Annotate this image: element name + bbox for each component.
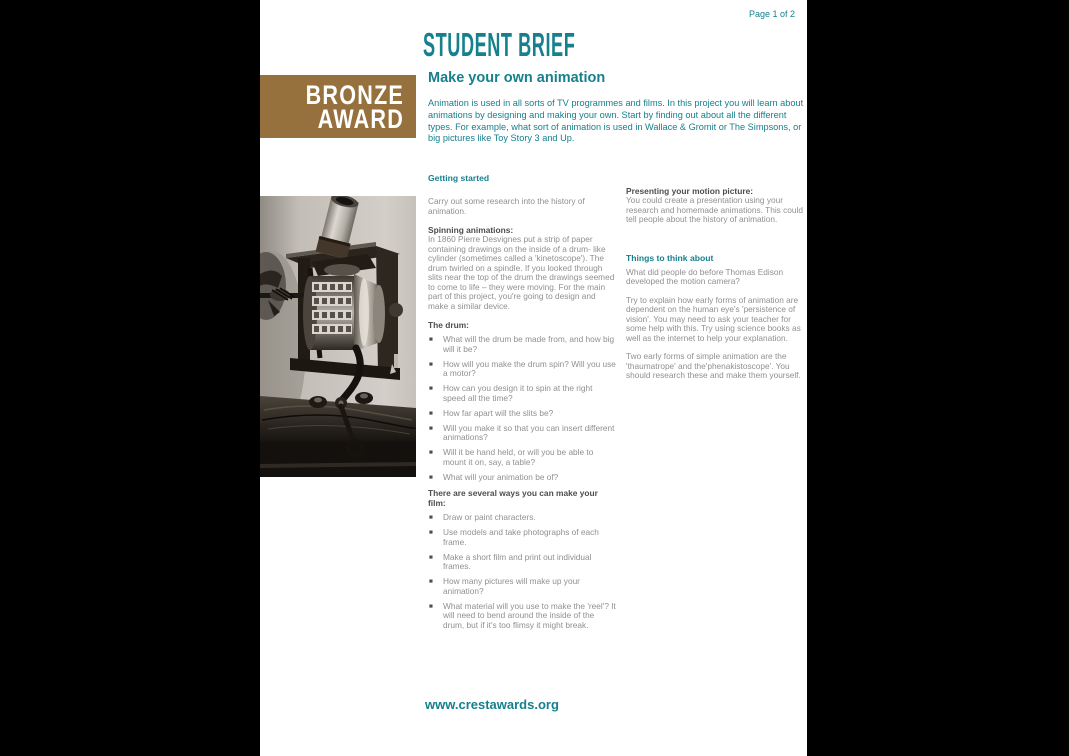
right-column xyxy=(626,186,804,390)
intro-paragraph: Animation is used in all sorts of TV programmes and films. In this project you will learn about animations by designing and making your own. Start by finding out about all the different types. For example, what sort of animation is used in Wallace & Gromit or The Simpsons, or big pictures like Toy Story 3 and Up. xyxy=(428,98,804,144)
getting-started-heading: Getting started xyxy=(428,173,490,183)
list-item xyxy=(428,335,616,354)
bullet-square-icon: ■ xyxy=(429,473,433,481)
list-item xyxy=(428,384,616,403)
student-brief-heading: STUDENT BRIEF xyxy=(423,26,576,63)
drum-bullet-list xyxy=(428,335,616,482)
list-item xyxy=(428,409,616,419)
bullet-text: Will it be hand held, or will you be able to mount it on, say, a table? xyxy=(443,447,594,467)
the-drum-heading: The drum: xyxy=(428,320,469,330)
film-bullet-list xyxy=(428,513,616,630)
bullet-square-icon: ■ xyxy=(429,449,433,456)
bullet-text: How many pictures will make up your animation? xyxy=(443,576,580,596)
kinetoscope-photo-illustration xyxy=(260,196,416,477)
bullet-text: How far apart will the slits be? xyxy=(443,407,554,418)
bullet-text: How will you make the drum spin? Will you use a motor? xyxy=(443,358,616,378)
left-column xyxy=(428,173,616,636)
list-item xyxy=(428,577,616,596)
badge-line-2: AWARD xyxy=(317,103,404,134)
list-item xyxy=(428,448,616,467)
think-paragraph-3: Two early forms of simple animation are the 'thaumatrope' and the'phenakistoscope'. You should research these and make them yourself. xyxy=(626,351,801,380)
document-page xyxy=(260,0,807,756)
list-item xyxy=(428,528,616,547)
think-paragraph-1: What did people do before Thomas Edison developed the motion camera? xyxy=(626,266,784,286)
bullet-text: What will your animation be of? xyxy=(443,471,559,482)
things-to-think-about-heading: Things to think about xyxy=(626,252,714,263)
list-item xyxy=(428,424,616,443)
bullet-text: What material will you use to make the 'reel'? It will need to bend around the inside of the drum, but if it's too flimsy it might break. xyxy=(443,600,616,630)
bullet-square-icon: ■ xyxy=(429,514,433,521)
make-your-film-heading: There are several ways you can make your film: xyxy=(428,488,598,508)
presenting-paragraph: You could create a presentation using your research and homemade animations. This could tell people about the history of animation. xyxy=(626,195,803,224)
list-item xyxy=(428,602,616,631)
bullet-text: Will you make it so that you can insert different animations? xyxy=(443,422,615,442)
bullet-square-icon: ■ xyxy=(429,424,433,432)
bullet-square-icon: ■ xyxy=(429,553,433,561)
list-item xyxy=(428,553,616,572)
bullet-square-icon: ■ xyxy=(429,602,433,610)
spinning-animations-heading: Spinning animations: xyxy=(428,225,514,235)
research-paragraph: Carry out some research into the history of animation. xyxy=(428,196,585,216)
bullet-text: Make a short film and print out individual frames. xyxy=(443,551,592,571)
bullet-square-icon: ■ xyxy=(429,578,433,585)
page-title: Make your own animation xyxy=(428,70,606,86)
presenting-heading: Presenting your motion picture: xyxy=(626,186,754,196)
bullet-square-icon: ■ xyxy=(429,409,433,417)
bullet-text: What will the drum be made from, and how big will it be? xyxy=(443,334,615,354)
bullet-square-icon: ■ xyxy=(429,360,433,368)
bullet-text: Use models and take photographs of each frame. xyxy=(443,527,599,547)
list-item xyxy=(428,513,616,523)
kinetoscope-photo xyxy=(260,196,416,477)
bullet-text: Draw or paint characters. xyxy=(443,512,536,522)
bullet-text: How can you design it to spin at the right speed all the time? xyxy=(443,383,593,403)
bullet-square-icon: ■ xyxy=(429,336,433,343)
spinning-animations-paragraph: In 1860 Pierre Desvignes put a strip of paper containing drawings on the inside of a drum- like cylinder (sometimes called a 'kinetoscope'). The drum twirled on a spindle. If you looked through slits near the top of the drum the drawings seemed to come to life – they were moving. For the main part of this project, you're going to design and make a similar device. xyxy=(428,234,615,311)
bronze-award-badge xyxy=(260,75,416,138)
footer-url[interactable]: www.crestawards.org xyxy=(425,697,559,712)
list-item xyxy=(428,473,616,483)
page-number: Page 1 of 2 xyxy=(748,9,795,19)
list-item xyxy=(428,360,616,379)
think-paragraph-2: Try to explain how early forms of animation are dependent on the human eye's 'persistence of vision'. You may need to ask your teacher for some help with this. Try using science books as well as the internet to help your explanation. xyxy=(626,294,801,343)
bullet-square-icon: ■ xyxy=(429,385,433,392)
bullet-square-icon: ■ xyxy=(429,529,433,536)
badge-line-1: BRONZE xyxy=(305,79,404,110)
